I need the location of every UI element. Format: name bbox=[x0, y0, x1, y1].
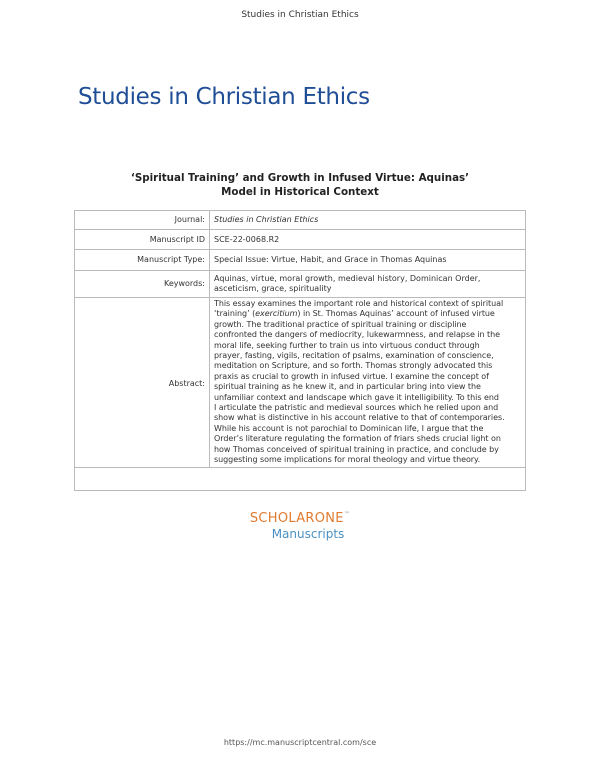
manuscript-id-label: Manuscript ID bbox=[149, 235, 205, 244]
abstract-line: moral life, seeking further to train us into virtuous conduct through bbox=[214, 340, 480, 350]
article-title bbox=[80, 171, 520, 199]
manuscript-type-row bbox=[75, 250, 525, 271]
keywords-label-cell bbox=[75, 271, 210, 297]
abstract-line: I articulate the patristic and medieval sources which he relied upon and bbox=[214, 403, 499, 413]
abstract-line: confronted the dangers of mediocrity, lukewarmness, and relapse in the bbox=[214, 330, 500, 340]
journal-row bbox=[75, 211, 525, 230]
manuscript-id-value: SCE-22-0068.R2 bbox=[214, 235, 280, 244]
footer-url[interactable]: https://mc.manuscriptcentral.com/sce bbox=[223, 738, 377, 747]
abstract-line: While his account is not parochial to Dominican life, I argue that the bbox=[214, 423, 484, 433]
journal-label: Journal: bbox=[174, 215, 205, 224]
abstract-line: Order’s literature regulating the formation of friars sheds crucial light on bbox=[214, 434, 501, 444]
abstract-label-cell bbox=[75, 298, 210, 467]
abstract-label: Abstract: bbox=[168, 379, 205, 388]
scholarone-text: SCHOLARONE bbox=[249, 511, 344, 526]
latin-term: exercitium bbox=[255, 309, 298, 319]
keywords-label: Keywords: bbox=[163, 279, 205, 288]
abstract-line-text: ‘training’ (exercitium) in St. Thomas Aquinas’ account of infused virtue bbox=[214, 309, 495, 319]
abstract-line: spiritual training as he knew it, and in particular bring into view the bbox=[214, 382, 481, 392]
keywords-value bbox=[214, 274, 521, 294]
manuscript-metadata-table bbox=[74, 210, 526, 491]
keywords-line-2: asceticism, grace, spirituality bbox=[214, 284, 332, 293]
abstract-text bbox=[214, 299, 521, 466]
keywords-row bbox=[75, 271, 525, 298]
journal-label-cell bbox=[75, 211, 210, 229]
abstract-line: praxis as crucial to growth in infused virtue. I examine the concept of bbox=[214, 371, 489, 381]
manuscripts-logo-text: Manuscripts bbox=[271, 527, 345, 541]
manuscript-id-row bbox=[75, 230, 525, 250]
abstract-line: meditation on Scripture, and so forth. Thomas strongly advocated this bbox=[214, 361, 493, 371]
title-line-2: Model in Historical Context bbox=[221, 186, 379, 198]
title-line-1: ‘Spiritual Training’ and Growth in Infused Virtue: Aquinas’ bbox=[130, 172, 470, 184]
abstract-line: prayer, fasting, vigils, recitation of psalms, examination of conscience, bbox=[214, 351, 494, 361]
manuscript-id-label-cell bbox=[75, 230, 210, 249]
abstract-line: how Thomas conceived of spiritual training in practice, and conclude by bbox=[214, 444, 499, 454]
empty-row bbox=[75, 468, 525, 490]
abstract-line: This essay examines the important role and historical context of spiritual bbox=[214, 299, 504, 308]
abstract-row bbox=[75, 298, 525, 468]
keywords-line-1: Aquinas, virtue, moral growth, medieval history, Dominican Order, bbox=[214, 274, 481, 283]
journal-value: Studies in Christian Ethics bbox=[214, 215, 319, 224]
trademark-mark: ™ bbox=[343, 511, 351, 518]
manuscript-type-value: Special Issue: Virtue, Habit, and Grace in Thomas Aquinas bbox=[214, 255, 447, 264]
journal-logo: Studies in Christian Ethics bbox=[78, 84, 370, 110]
abstract-line: growth. The traditional practice of spiritual training or discipline bbox=[214, 319, 467, 329]
abstract-line bbox=[214, 309, 521, 319]
abstract-line: suggesting some implications for moral theology and virtue theory. bbox=[214, 455, 481, 465]
manuscript-type-label: Manuscript Type: bbox=[137, 255, 205, 264]
manuscript-type-label-cell bbox=[75, 250, 210, 270]
scholarone-logo bbox=[0, 511, 600, 526]
running-head: Studies in Christian Ethics bbox=[241, 10, 359, 20]
abstract-line: unfamiliar context and landscape which gave it intelligibility. To this end bbox=[214, 392, 499, 402]
abstract-line: show what is distinctive in his account relative to that of contemporaries. bbox=[214, 413, 505, 423]
